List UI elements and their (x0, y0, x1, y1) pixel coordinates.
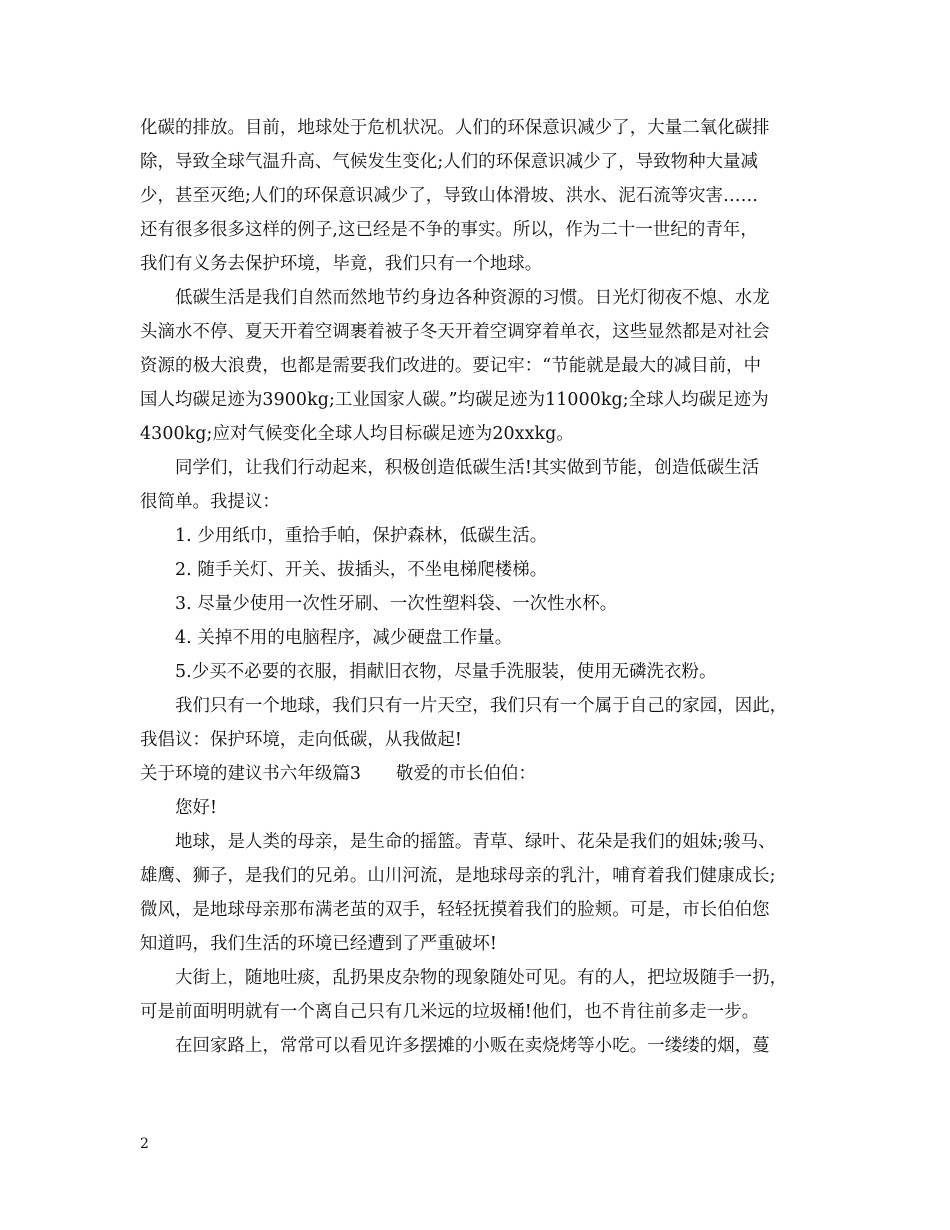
text-line: 少，甚至灭绝;人们的环保意识减少了，导致山体滑坡、洪水、泥石流等灾害…… (140, 186, 759, 206)
text-line: 可是前面明明就有一个离自己只有几米远的垃圾桶!他们，也不肯往前多走一步。 (140, 1002, 760, 1022)
text-line: 微风，是地球母亲那布满老茧的双手，轻轻抚摸着我们的脸颊。可是，市长伯伯您 (140, 900, 770, 920)
text-line: 大街上，随地吐痰，乱扔果皮杂物的现象随处可见。有的人，把垃圾随手一扔， (175, 968, 788, 988)
text-line: 我们有义务去保护环境，毕竟，我们只有一个地球。 (140, 254, 543, 274)
text-line: 头滴水不停、夏天开着空调裹着被子冬天开着空调穿着单衣，这些显然都是对社会 (140, 322, 770, 342)
text-line: 国人均碳足迹为3900kg;工业国家人碳。”均碳足迹为11000kg;全球人均碳足迹为 (140, 390, 769, 410)
text-line: 地球，是人类的母亲，是生命的摇篮。青草、绿叶、花朵是我们的姐妹;骏马、 (175, 832, 776, 852)
text-line: 3. 尽量少使用一次性牙刷、一次性塑料袋、一次性水杯。 (175, 594, 618, 614)
text-line: 我们只有一个地球，我们只有一片天空，我们只有一个属于自己的家园，因此， (175, 696, 788, 716)
text-line: 知道吗，我们生活的环境已经遭到了严重破坏! (140, 934, 497, 954)
text-line: 除，导致全球气温升高、气候发生变化;人们的环保意识减少了，导致物种大量减 (140, 152, 759, 172)
text-line: 1. 少用纸巾，重拾手帕，保护森林，低碳生活。 (175, 526, 548, 546)
text-line: 您好! (175, 798, 218, 818)
text-line: 2. 随手关灯、开关、拔插头，不坐电梯爬楼梯。 (175, 560, 548, 580)
text-line: 雄鹰、狮子，是我们的兄弟。山川河流，是地球母亲的乳汁，哺育着我们健康成长; (140, 866, 776, 886)
text-line: 5.少买不必要的衣服，捐献旧衣物，尽量手洗服装，使用无磷洗衣粉。 (175, 662, 717, 682)
text-line: 化碳的排放。目前，地球处于危机状况。人们的环保意识减少了，大量二氧化碳排 (140, 118, 770, 138)
text-line: 低碳生活是我们自然而然地节约身边各种资源的习惯。日光灯彻夜不熄、水龙 (175, 288, 770, 308)
text-line: 还有很多很多这样的例子,这已经是不争的事实。所以，作为二十一世纪的青年， (140, 220, 758, 240)
text-line: 4. 关掉不用的电脑程序，减少硬盘工作量。 (175, 628, 513, 648)
text-line: 我倡议：保护环境，走向低碳，从我做起! (140, 730, 462, 750)
text-line: 在回家路上，常常可以看见许多摆摊的小贩在卖烧烤等小吃。一缕缕的烟，蔓 (175, 1036, 770, 1056)
page-number: 2 (140, 1136, 149, 1152)
text-line: 同学们，让我们行动起来，积极创造低碳生活!其实做到节能，创造低碳生活 (175, 458, 760, 478)
text-line: 关于环境的建议书六年级篇3 敬爱的市长伯伯： (140, 764, 536, 784)
text-line: 很简单。我提议： (140, 492, 280, 512)
text-line: 4300kg;应对气候变化全球人均目标碳足迹为20xxkg。 (140, 424, 574, 444)
text-line: 资源的极大浪费，也都是需要我们改进的。要记牢：“节能就是最大的减目前，中 (140, 356, 762, 376)
